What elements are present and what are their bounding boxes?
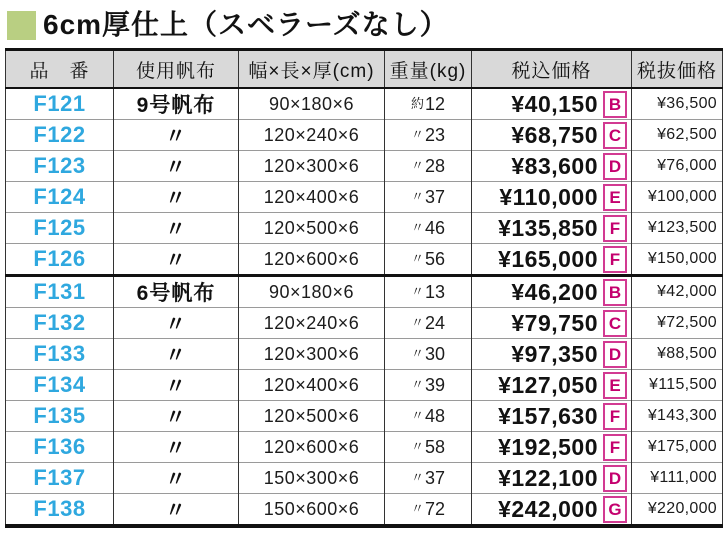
price-excl-tax-cell: ¥76,000 [632,151,723,182]
weight-approx-mark: 〃 [410,127,424,142]
dimensions-cell: 150×600×6 [239,494,385,527]
weight-approx-mark: 〃 [410,158,424,173]
price-incl-tax-cell [472,244,632,276]
price-grade-badge: E [603,184,627,211]
price-excl-tax-cell: ¥115,500 [632,370,723,401]
product-code-cell: F134 [6,370,114,401]
table-row [6,370,723,401]
dimensions-cell: 120×240×6 [239,120,385,151]
weight-value: 72 [424,499,446,519]
canvas-type-cell: 〃 [114,120,239,151]
table-row [6,120,723,151]
price-excl-tax-cell: ¥150,000 [632,244,723,276]
title-bullet-square [7,11,36,40]
weight-value: 30 [424,344,446,364]
weight-cell [385,244,472,276]
price-incl-tax-cell [472,151,632,182]
dimensions-cell: 90×180×6 [239,88,385,120]
weight-approx-mark: 〃 [410,251,424,266]
weight-approx-mark: 〃 [410,408,424,423]
price-grade-badge: C [603,122,627,149]
weight-cell [385,151,472,182]
table-row [6,182,723,213]
dimensions-cell: 120×300×6 [239,151,385,182]
price-incl-tax: ¥122,100 [498,464,598,491]
table-row [6,308,723,339]
weight-cell [385,276,472,308]
weight-value: 28 [424,156,446,176]
weight-cell [385,494,472,527]
canvas-type-cell: 〃 [114,432,239,463]
canvas-type-cell: 〃 [114,401,239,432]
price-grade-badge: B [603,91,627,118]
price-excl-tax-cell: ¥123,500 [632,213,723,244]
price-incl-tax-cell [472,182,632,213]
table-row [6,151,723,182]
price-grade-badge: F [603,434,627,461]
dimensions-cell: 120×500×6 [239,213,385,244]
price-incl-tax: ¥68,750 [511,121,598,148]
product-code-cell: F138 [6,494,114,527]
weight-value: 56 [424,249,446,269]
weight-value: 24 [424,313,446,333]
product-code-cell: F122 [6,120,114,151]
table-row [6,401,723,432]
price-excl-tax-cell: ¥88,500 [632,339,723,370]
price-incl-tax: ¥127,050 [498,371,598,398]
product-code-cell: F123 [6,151,114,182]
weight-approx-mark: 〃 [410,501,424,516]
canvas-type-cell: 〃 [114,244,239,276]
price-excl-tax-cell: ¥42,000 [632,276,723,308]
table-row [6,339,723,370]
price-grade-badge: B [603,279,627,306]
price-incl-tax: ¥192,500 [498,433,598,460]
price-incl-tax: ¥242,000 [498,495,598,522]
column-header: 幅×長×厚(cm) [239,50,385,89]
price-incl-tax: ¥97,350 [511,340,598,367]
price-incl-tax-cell [472,370,632,401]
price-excl-tax-cell: ¥36,500 [632,88,723,120]
canvas-type-cell: 〃 [114,213,239,244]
weight-cell [385,213,472,244]
price-incl-tax: ¥165,000 [498,245,598,272]
table-row [6,494,723,527]
table-row [6,213,723,244]
dimensions-cell: 150×300×6 [239,463,385,494]
price-incl-tax: ¥135,850 [498,214,598,241]
weight-approx-mark: 〃 [410,315,424,330]
product-code-cell: F135 [6,401,114,432]
price-grade-badge: E [603,372,627,399]
canvas-type-cell: 〃 [114,308,239,339]
price-incl-tax: ¥46,200 [511,278,598,305]
column-header: 重量(kg) [385,50,472,89]
dimensions-cell: 120×600×6 [239,244,385,276]
weight-cell [385,182,472,213]
price-incl-tax-cell [472,88,632,120]
weight-approx-mark: 〃 [410,346,424,361]
canvas-type-cell: 6号帆布 [114,276,239,308]
dimensions-cell: 120×300×6 [239,339,385,370]
table-row [6,88,723,120]
weight-approx-mark: 〃 [410,377,424,392]
price-grade-badge: F [603,246,627,273]
price-incl-tax-cell [472,339,632,370]
product-code-cell: F126 [6,244,114,276]
product-code-cell: F133 [6,339,114,370]
dimensions-cell: 120×240×6 [239,308,385,339]
product-code-cell: F137 [6,463,114,494]
table-row [6,276,723,308]
price-incl-tax-cell [472,276,632,308]
dimensions-cell: 120×500×6 [239,401,385,432]
price-excl-tax-cell: ¥72,500 [632,308,723,339]
weight-value: 37 [424,187,446,207]
canvas-type-cell: 〃 [114,339,239,370]
product-code-cell: F136 [6,432,114,463]
price-incl-tax: ¥157,630 [498,402,598,429]
product-code-cell: F131 [6,276,114,308]
price-incl-tax: ¥83,600 [511,152,598,179]
product-code-cell: F125 [6,213,114,244]
price-table [5,48,723,528]
price-grade-badge: G [603,496,627,523]
price-incl-tax-cell [472,401,632,432]
price-incl-tax-cell [472,308,632,339]
weight-cell [385,432,472,463]
price-incl-tax-cell [472,120,632,151]
dimensions-cell: 120×400×6 [239,182,385,213]
dimensions-cell: 120×400×6 [239,370,385,401]
weight-value: 58 [424,437,446,457]
price-incl-tax: ¥79,750 [511,309,598,336]
price-grade-badge: C [603,310,627,337]
price-grade-badge: D [603,341,627,368]
table-row [6,432,723,463]
price-incl-tax-cell [472,494,632,527]
table-row [6,463,723,494]
weight-approx-mark: 約 [410,96,424,111]
price-incl-tax: ¥40,150 [511,90,598,117]
weight-cell [385,88,472,120]
weight-value: 23 [424,125,446,145]
weight-approx-mark: 〃 [410,439,424,454]
weight-value: 48 [424,406,446,426]
weight-approx-mark: 〃 [410,189,424,204]
price-grade-badge: F [603,403,627,430]
column-header: 税抜価格 [632,50,723,89]
weight-value: 46 [424,218,446,238]
header-row [6,50,723,89]
product-code-cell: F121 [6,88,114,120]
section-title-row [7,7,727,43]
price-grade-badge: F [603,215,627,242]
product-code-cell: F124 [6,182,114,213]
column-header: 使用帆布 [114,50,239,89]
weight-value: 13 [424,282,446,302]
price-incl-tax-cell [472,463,632,494]
price-incl-tax: ¥110,000 [499,183,598,210]
catalog-page [0,7,727,539]
canvas-type-cell: 〃 [114,494,239,527]
price-grade-badge: D [603,153,627,180]
weight-approx-mark: 〃 [410,220,424,235]
canvas-type-cell: 〃 [114,151,239,182]
price-excl-tax-cell: ¥175,000 [632,432,723,463]
canvas-type-cell: 〃 [114,463,239,494]
weight-value: 12 [424,94,446,114]
price-grade-badge: D [603,465,627,492]
weight-value: 37 [424,468,446,488]
table-row [6,244,723,276]
price-excl-tax-cell: ¥100,000 [632,182,723,213]
price-excl-tax-cell: ¥220,000 [632,494,723,527]
weight-cell [385,120,472,151]
column-header: 税込価格 [472,50,632,89]
weight-cell [385,463,472,494]
weight-approx-mark: 〃 [410,470,424,485]
weight-value: 39 [424,375,446,395]
canvas-type-cell: 〃 [114,182,239,213]
price-excl-tax-cell: ¥62,500 [632,120,723,151]
weight-cell [385,370,472,401]
price-excl-tax-cell: ¥111,000 [632,463,723,494]
page-title: 6cm厚仕上（スベラーズなし） [43,9,449,40]
price-incl-tax-cell [472,213,632,244]
canvas-type-cell: 9号帆布 [114,88,239,120]
weight-cell [385,308,472,339]
product-code-cell: F132 [6,308,114,339]
price-excl-tax-cell: ¥143,300 [632,401,723,432]
price-incl-tax-cell [472,432,632,463]
weight-cell [385,339,472,370]
dimensions-cell: 90×180×6 [239,276,385,308]
dimensions-cell: 120×600×6 [239,432,385,463]
canvas-type-cell: 〃 [114,370,239,401]
weight-cell [385,401,472,432]
column-header: 品 番 [6,50,114,89]
weight-approx-mark: 〃 [410,284,424,299]
